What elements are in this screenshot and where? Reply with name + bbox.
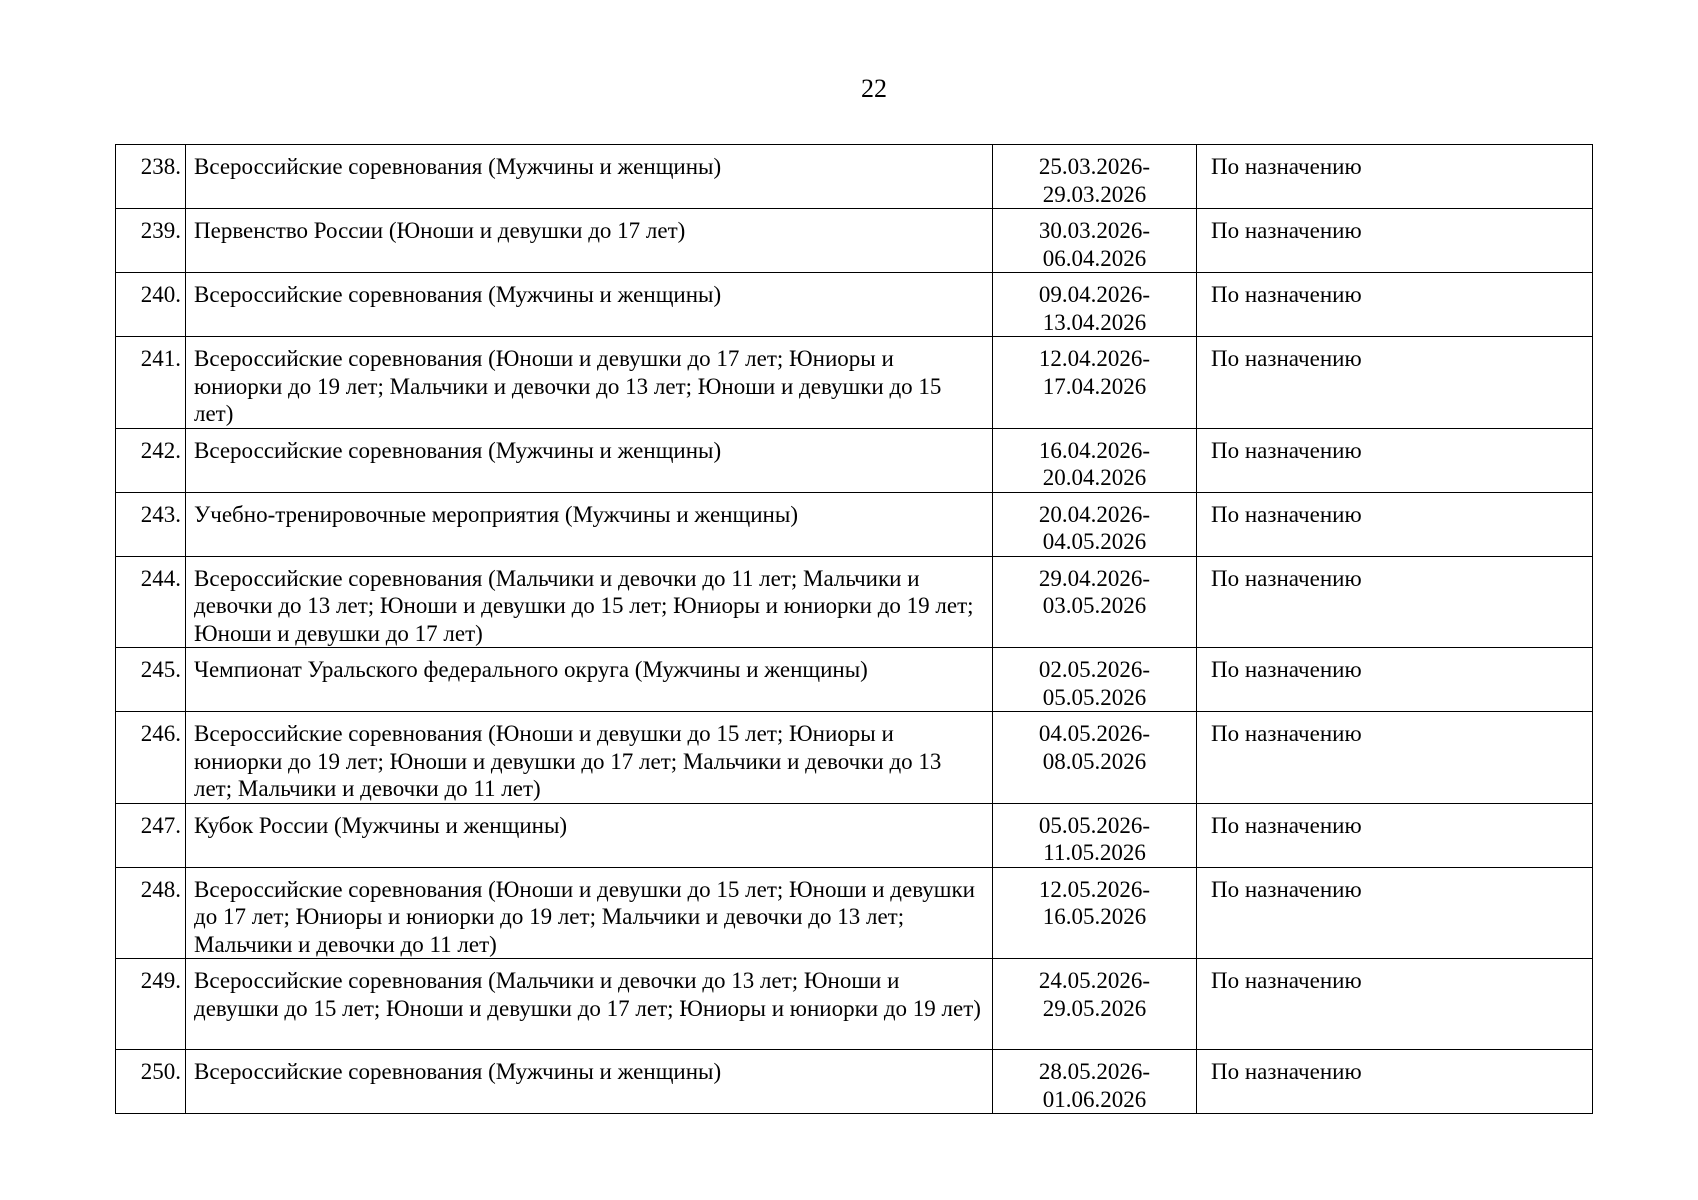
row-number: 246.: [116, 712, 186, 804]
event-title: Чемпионат Уральского федерального округа (Мужчины и женщины): [186, 648, 993, 712]
event-dates: [993, 712, 1197, 804]
date-start: 28.05.2026-: [1038, 1059, 1151, 1084]
date-start: 02.05.2026-: [1038, 657, 1151, 682]
table-row: [116, 1050, 1593, 1114]
date-start: 04.05.2026-: [1038, 721, 1151, 746]
event-place: По назначению: [1197, 867, 1593, 959]
event-dates: [993, 803, 1197, 867]
table-row: [116, 867, 1593, 959]
date-end: 04.05.2026: [1042, 529, 1147, 554]
date-end: 13.04.2026: [1042, 309, 1147, 335]
event-dates: [993, 959, 1197, 1050]
event-place: По назначению: [1197, 712, 1593, 804]
date-start: 09.04.2026-: [1038, 282, 1151, 307]
event-dates: [993, 648, 1197, 712]
table-row: [116, 337, 1593, 429]
event-dates: [993, 867, 1197, 959]
row-number: 243.: [116, 492, 186, 556]
date-end: 29.03.2026: [1042, 181, 1147, 207]
table-row: [116, 959, 1593, 1050]
row-number: 241.: [116, 337, 186, 429]
date-end: 01.06.2026: [1042, 1086, 1147, 1112]
event-title: Всероссийские соревнования (Юноши и девушки до 17 лет; Юниоры и юниорки до 19 лет; Мальчики и девочки до 13 лет; Юноши и девушки до 15 лет): [186, 337, 993, 429]
event-place: По назначению: [1197, 803, 1593, 867]
row-number: 250.: [116, 1050, 186, 1114]
row-number: 245.: [116, 648, 186, 712]
date-start: 25.03.2026-: [1038, 154, 1151, 179]
event-place: По назначению: [1197, 959, 1593, 1050]
event-dates: [993, 337, 1197, 429]
row-number: 249.: [116, 959, 186, 1050]
date-start: 29.04.2026-: [1038, 565, 1151, 591]
table-row: [116, 273, 1593, 337]
table-row: [116, 428, 1593, 492]
date-end: 20.04.2026: [1042, 465, 1147, 490]
row-number: 240.: [116, 273, 186, 337]
table-row: [116, 145, 1593, 209]
date-start: 20.04.2026-: [1038, 501, 1151, 527]
event-title: Всероссийские соревнования (Мужчины и женщины): [186, 145, 993, 209]
row-number: 242.: [116, 428, 186, 492]
event-dates: [993, 209, 1197, 273]
date-end: 17.04.2026: [1042, 373, 1147, 399]
date-end: 08.05.2026: [1042, 748, 1147, 774]
date-start: 24.05.2026-: [1038, 968, 1151, 993]
row-number: 239.: [116, 209, 186, 273]
date-end: 16.05.2026: [1042, 904, 1147, 929]
event-place: По назначению: [1197, 492, 1593, 556]
event-place: По назначению: [1197, 1050, 1593, 1114]
event-dates: [993, 556, 1197, 648]
event-title: Кубок России (Мужчины и женщины): [186, 803, 993, 867]
events-table: [115, 144, 1593, 1114]
table-row: [116, 209, 1593, 273]
row-number: 247.: [116, 803, 186, 867]
table-row: [116, 803, 1593, 867]
date-end: 03.05.2026: [1042, 593, 1147, 618]
event-place: По назначению: [1197, 428, 1593, 492]
date-start: 12.05.2026-: [1038, 876, 1151, 902]
event-place: По назначению: [1197, 648, 1593, 712]
table-row: [116, 712, 1593, 804]
event-title: Всероссийские соревнования (Юноши и девушки до 15 лет; Юниоры и юниорки до 19 лет; Юноши и девушки до 17 лет; Мальчики и девочки до 13 лет; Мальчики и девочки до 11 лет): [186, 712, 993, 804]
table-row: [116, 492, 1593, 556]
event-dates: [993, 428, 1197, 492]
date-start: 30.03.2026-: [1038, 218, 1151, 243]
event-place: По назначению: [1197, 273, 1593, 337]
table-row: [116, 648, 1593, 712]
event-place: По назначению: [1197, 337, 1593, 429]
row-number: 248.: [116, 867, 186, 959]
event-dates: [993, 1050, 1197, 1114]
row-number: 238.: [116, 145, 186, 209]
event-place: По назначению: [1197, 209, 1593, 273]
event-title: Всероссийские соревнования (Мужчины и женщины): [186, 273, 993, 337]
date-start: 12.04.2026-: [1038, 346, 1151, 371]
date-end: 29.05.2026: [1042, 995, 1147, 1021]
event-dates: [993, 145, 1197, 209]
row-number: 244.: [116, 556, 186, 648]
event-place: По назначению: [1197, 145, 1593, 209]
event-place: По назначению: [1197, 556, 1593, 648]
event-title: Учебно-тренировочные мероприятия (Мужчины и женщины): [186, 492, 993, 556]
date-start: 05.05.2026-: [1038, 812, 1151, 838]
table-row: [116, 556, 1593, 648]
event-dates: [993, 273, 1197, 337]
event-title: Первенство России (Юноши и девушки до 17 лет): [186, 209, 993, 273]
date-end: 05.05.2026: [1042, 684, 1147, 710]
event-title: Всероссийские соревнования (Мальчики и девочки до 13 лет; Юноши и девушки до 15 лет; Юноши и девушки до 17 лет; Юниоры и юниорки до 19 лет): [186, 959, 993, 1050]
date-start: 16.04.2026-: [1038, 437, 1151, 463]
page-number: 22: [861, 74, 887, 103]
date-end: 11.05.2026: [1043, 840, 1146, 865]
event-dates: [993, 492, 1197, 556]
event-title: Всероссийские соревнования (Мужчины и женщины): [186, 428, 993, 492]
event-title: Всероссийские соревнования (Юноши и девушки до 15 лет; Юноши и девушки до 17 лет; Юниоры и юниорки до 19 лет; Мальчики и девочки до 13 лет; Мальчики и девочки до 11 лет): [186, 867, 993, 959]
event-title: Всероссийские соревнования (Мальчики и девочки до 11 лет; Мальчики и девочки до 13 лет; Юноши и девушки до 15 лет; Юниоры и юниорки до 19 лет; Юноши и девушки до 17 лет): [186, 556, 993, 648]
event-title: Всероссийские соревнования (Мужчины и женщины): [186, 1050, 993, 1114]
date-end: 06.04.2026: [1042, 245, 1147, 271]
